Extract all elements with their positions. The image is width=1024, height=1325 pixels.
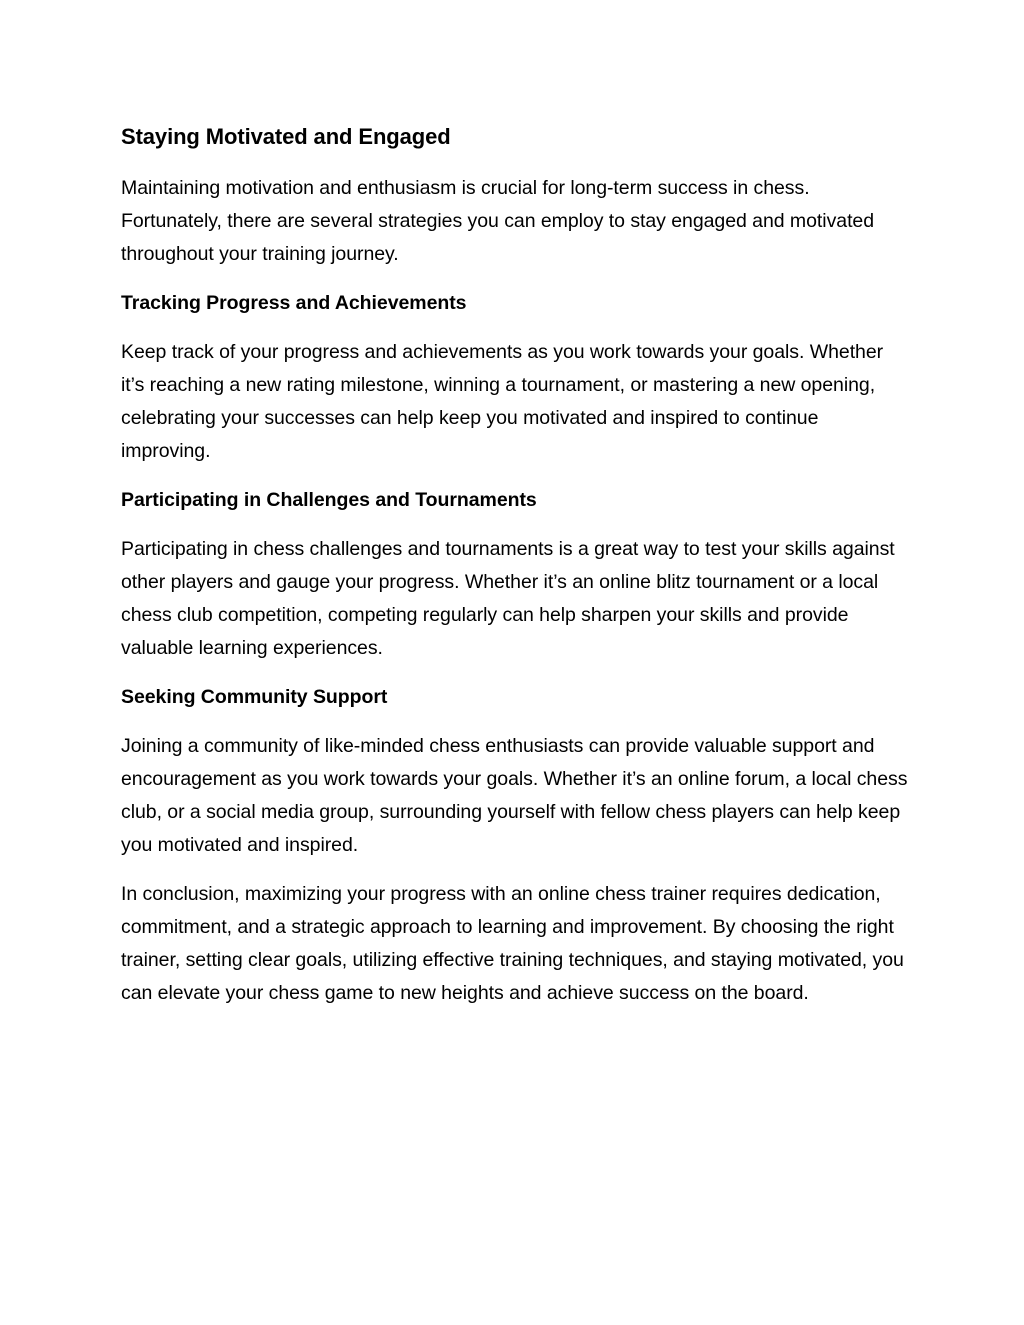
conclusion-paragraph: In conclusion, maximizing your progress with an online chess trainer requires dedication, commitment, and a strategic approach to learning and improvement. By choosing the right trainer, setting clear goals, utilizing effective training techniques, and staying motivated, you can elevate your chess game to new heights and achieve success on the board.	[121, 883, 904, 1004]
document-content	[121, 120, 911, 1010]
page-title: Staying Motivated and Engaged	[121, 124, 451, 149]
section-heading-challenges-tournaments: Participating in Challenges and Tournaments	[121, 489, 537, 511]
section-paragraph-tracking-progress: Keep track of your progress and achievements as you work towards your goals. Whether it’s reaching a new rating milestone, winning a tournament, or mastering a new opening, celebrating your successes can help keep you motivated and inspired to continue improving.	[121, 341, 884, 462]
section-heading-tracking-progress: Tracking Progress and Achievements	[121, 292, 467, 314]
section-heading-community-support: Seeking Community Support	[121, 686, 388, 708]
section-paragraph-challenges-tournaments: Participating in chess challenges and tournaments is a great way to test your skills against other players and gauge your progress. Whether it’s an online blitz tournament or a local chess club competition, competing regularly can help sharpen your skills and provide valuable learning experiences.	[121, 538, 895, 659]
section-paragraph-community-support: Joining a community of like-minded chess enthusiasts can provide valuable support and encouragement as you work towards your goals. Whether it’s an online forum, a local chess club, or a social media group, surrounding yourself with fellow chess players can help keep you motivated and inspired.	[121, 735, 908, 856]
intro-paragraph: Maintaining motivation and enthusiasm is crucial for long-term success in chess. Fortunately, there are several strategies you can employ to stay engaged and motivated throughout your training journey.	[121, 177, 875, 265]
